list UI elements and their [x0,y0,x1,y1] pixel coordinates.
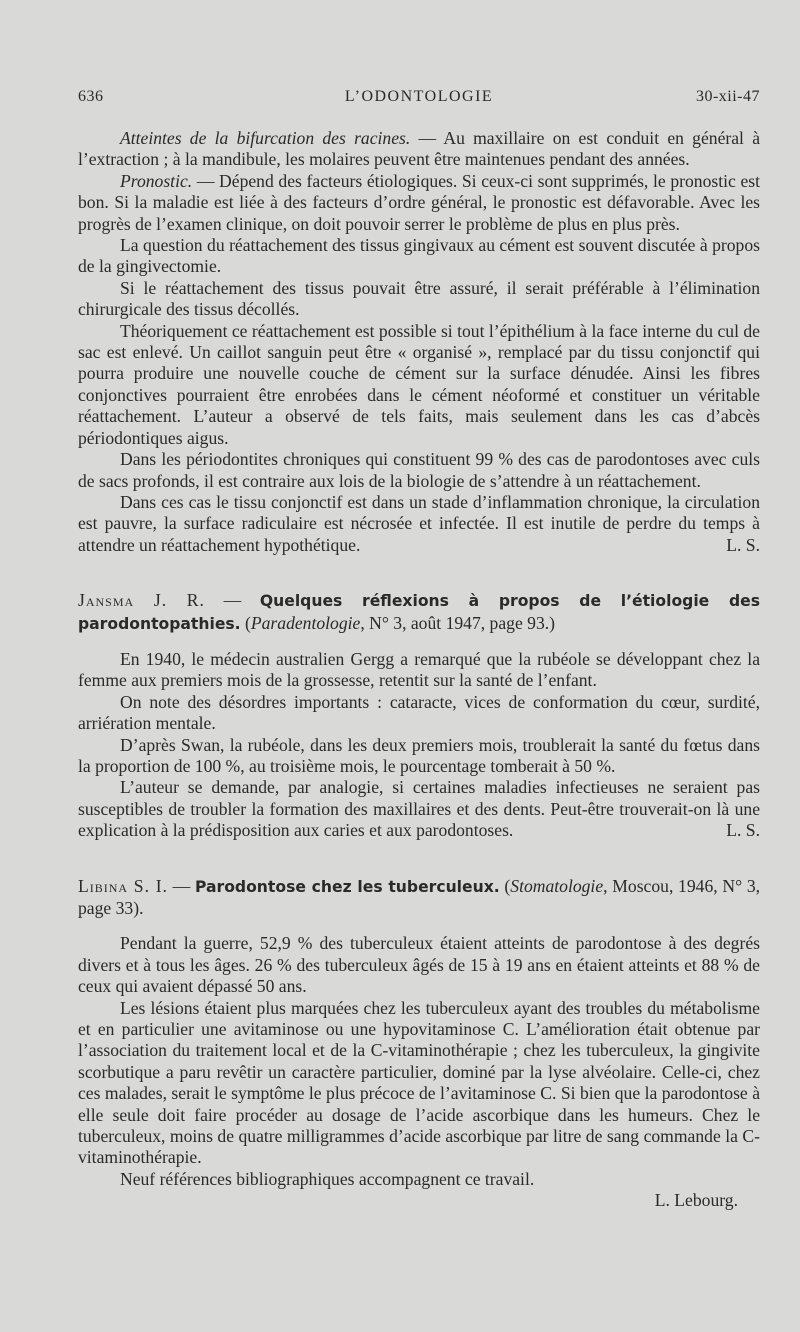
page-content [78,128,760,1212]
paragraph: Les lésions étaient plus marquées chez les tuberculeux ayant des troubles du métabolisme et en particulier une avitaminose ou une hypovitaminose C. L’amélioration était obtenue par l’association du traitement local et de la C-vitaminothérapie ; chez les tuberculeux, la gingivite scorbutique a paru revêtir un caractère particulier, dominé par la lyse alvéolaire. Celle-ci, chez ces malades, serait le symptôme le plus précoce de l’avitaminose C. Si bien que la parodontose à elle seule doit faire procéder au dosage de l’acide ascorbique dans les humeurs. Chez le tuberculeux, moins de quatre milligrammes d’acide ascorbique par litre de sang commande la C-vitaminothérapie. [78,997,760,1168]
paragraph: Pronostic. — Dépend des facteurs étiologiques. Si ceux-ci sont supprimés, le pronostic est bon. Si la maladie est liée à des facteurs d’ordre général, le pronostic est défavorable. Avec les progrès de l’examen clinique, on doit pouvoir serrer le problème de plus en plus près. [78,170,760,234]
entry-source-details: , N° 3, août 1947, page 93.) [360,612,556,633]
paragraph: Neuf références bibliographiques accompagnent ce travail. [120,1168,535,1189]
paragraph: Théoriquement ce réattachement est possible si tout l’épithélium à la face interne du cul de sac est enlevé. Un caillot sanguin peut être « organisé », remplacé par du tissu conjonctif qui pourra produire une nouvelle couche de cément sur la surface dénudée. Ainsi les fibres conjonctives pourraient être enrobées dans le cément néoformé et constituer un véritable réattachement. L’auteur a observé de tels faits, mais seulement dans les cas d’abcès périodontiques aigus. [78,320,760,448]
paragraph: Si le réattachement des tissus pouvait être assuré, il serait préférable à l’élimination chirurgicale des tissus décollés. [78,277,760,320]
review-entry-libina [78,876,760,1212]
page-number: 636 [78,88,104,105]
reviewer-signature: L. S. [726,534,760,555]
entry-title: Parodontose chez les tuberculeux. [194,877,500,896]
running-head [78,88,760,112]
paragraph: Atteintes de la bifurcation des racines. — Au maxillaire on est conduit en général à l’extraction ; à la mandibule, les molaires peuvent être maintenues pendant des années. [78,128,761,170]
paragraph: D’après Swan, la rubéole, dans les deux premiers mois, troublerait la santé du fœtus dans la proportion de 100 %, au troisième mois, le pourcentage tomberait à 50 %. [78,734,760,776]
review-entry-jansma [78,590,760,841]
paragraph: L’auteur se demande, par analogie, si certaines maladies infectieuses ne seraient pas susceptibles de troubler la formation des maxillaires et des dents. Peut-être trouverait-on là une explication à la prédisposition aux caries et aux parodontoses. L. S. [78,777,760,841]
reviewer-signature: L. Lebourg. [654,1190,738,1211]
paragraph: Dans les périodontites chroniques qui constituent 99 % des cas de parodontoses avec culs de sacs profonds, il est contraire aux lois de la biologie de s’attendre à un réattachement. [78,449,760,491]
issue-date: 30-xii-47 [695,88,760,105]
journal-title: L’ODONTOLOGIE [344,88,494,105]
reviewer-signature: L. S. [726,820,760,841]
paragraph: La question du réattachement des tissus gingivaux au cément est souvent discutée à propos de la gingivectomie. [78,235,760,277]
section-gingivectomy-continuation [78,128,760,556]
subsection-title: Pronostic. [120,170,193,191]
entry-title: Quelques réflexions à propos de l’étiologie des parodontopathies. [78,592,760,633]
paragraph: Dans ces cas le tissu conjonctif est dans un stade d’inflammation chronique, la circulation est pauvre, la surface radiculaire est nécrosée et infectée. Il est inutile de perdre du temps à attendre un réattachement hypothétique. L. S. [78,491,760,555]
entry-source-journal: Paradentologie [250,612,361,633]
entry-source-journal: Stomatologie [510,875,604,896]
paragraph: On note des désordres importants : cataracte, vices de conformation du cœur, surdité, arriération mentale. [78,691,760,734]
entry-heading: Jansma J. R. — Quelques réflexions à propos de l’étiologie des parodontopathies. (Paradentologie, N° 3, août 1947, page 93.) [78,590,760,633]
entry-source-details: , Moscou, 1946, N° 3, page 33). [78,875,761,918]
entry-heading: Libina S. I. — Parodontose chez les tuberculeux. (Stomatologie, Moscou, 1946, N° 3, page 33). [78,875,761,918]
entry-author: Jansma J. R. [78,590,205,611]
paragraph: Pendant la guerre, 52,9 % des tuberculeux étaient atteints de parodontose à des degrés divers et à tous les âges. 26 % des tuberculeux âgés de 15 à 19 ans en étaient atteints et 88 % de ceux qui avaient dépassé 50 ans. [78,933,760,997]
entry-author: Libina S. I. [78,875,168,896]
subsection-title: Atteintes de la bifurcation des racines. [120,128,411,148]
paragraph: En 1940, le médecin australien Gergg a remarqué que la rubéole se développant chez la femme aux premiers mois de la grossesse, retentit sur la santé de l’enfant. [78,648,760,691]
